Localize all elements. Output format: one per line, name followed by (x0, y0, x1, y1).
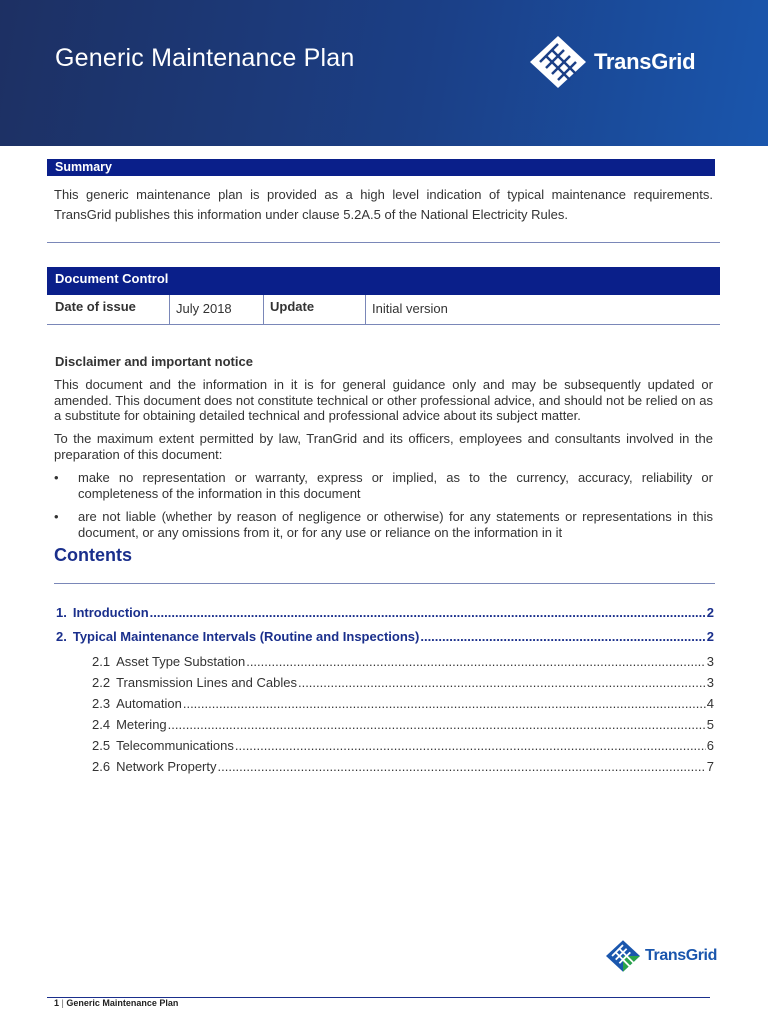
summary-text: This generic maintenance plan is provided as a high level indication of typical maintenance requirements. TransGrid publishes this information under clause 5.2A.5 of the National Electricity Rules. (54, 187, 713, 222)
page-footer (54, 998, 178, 1008)
toc-leader-dots (183, 696, 706, 711)
toc-entry-metering[interactable] (92, 717, 714, 732)
toc-leader-dots (420, 629, 705, 644)
toc-leader-dots (150, 605, 706, 620)
toc-entry-telecommunications[interactable] (92, 738, 714, 753)
cell-separator (263, 295, 264, 324)
footer-brand-name: TransGrid (645, 947, 717, 964)
toc-entry-title: Typical Maintenance Intervals (Routine and Inspections) (72, 629, 420, 644)
page-number: 1 (54, 998, 60, 1008)
update-label: Update (270, 299, 315, 314)
toc-entry-maintenance-intervals[interactable] (56, 629, 714, 644)
toc-entry-asset-type-substation[interactable] (92, 654, 714, 669)
disclaimer-heading: Disclaimer and important notice (55, 354, 253, 369)
transgrid-logo-icon (606, 940, 640, 972)
date-of-issue-value: July 2018 (176, 301, 232, 316)
header-banner (0, 0, 768, 146)
toc-entry-number: 2.4 (92, 717, 111, 732)
cell-separator (365, 295, 366, 324)
toc-entry-number: 2.6 (92, 759, 111, 774)
disclaimer-bullet-2: are not liable (whether by reason of negligence or otherwise) for any statements or representations in this document, or any omissions from it, or for any use or reliance on the information in it (78, 509, 713, 540)
disclaimer-paragraph-1: This document and the information in it is for general guidance only and may be subsequently updated or amended. This document does not constitute technical or other professional advice, and should not be relied on as a substitute for obtaining detailed technical and professional advice about its subject matter. (54, 377, 713, 423)
update-value: Initial version (372, 301, 448, 316)
toc-entry-title: Transmission Lines and Cables (116, 675, 297, 690)
toc-entry-title: Network Property (116, 759, 217, 774)
summary-heading: Summary (47, 159, 715, 176)
toc-entry-transmission-lines[interactable] (92, 675, 714, 690)
toc-entry-number: 2.2 (92, 675, 111, 690)
toc-entry-introduction[interactable] (56, 605, 714, 620)
toc-entry-page: 7 (706, 759, 714, 774)
toc-leader-dots (168, 717, 706, 732)
brand-logo (530, 36, 695, 88)
cell-separator (169, 295, 170, 324)
transgrid-logo-icon (530, 36, 586, 88)
toc-entry-number: 2. (56, 629, 67, 644)
toc-entry-page: 3 (706, 654, 714, 669)
toc-entry-title: Asset Type Substation (116, 654, 246, 669)
toc-leader-dots (246, 654, 706, 669)
document-control-row (47, 295, 720, 325)
bullet-marker: • (54, 509, 59, 524)
brand-name: TransGrid (594, 49, 696, 74)
footer-title: Generic Maintenance Plan (66, 998, 179, 1008)
date-of-issue-label: Date of issue (55, 299, 136, 314)
toc-entry-title: Introduction (72, 605, 149, 620)
toc-leader-dots (218, 759, 706, 774)
contents-heading: Contents (54, 545, 132, 565)
toc-entry-automation[interactable] (92, 696, 714, 711)
footer-brand-logo (606, 940, 717, 972)
toc-entry-page: 4 (706, 696, 714, 711)
bullet-marker: • (54, 470, 59, 485)
document-control-heading: Document Control (47, 267, 720, 295)
toc-entry-page: 3 (706, 675, 714, 690)
disclaimer-bullet-1: make no representation or warranty, express or implied, as to the currency, accuracy, reliability or completeness of the information in this document (78, 470, 713, 501)
toc-entry-page: 5 (706, 717, 714, 732)
toc-entry-number: 2.3 (92, 696, 111, 711)
toc-entry-page: 6 (706, 738, 714, 753)
toc-leader-dots (298, 675, 706, 690)
toc-leader-dots (235, 738, 706, 753)
toc-entry-page: 2 (706, 629, 714, 644)
toc-entry-network-property[interactable] (92, 759, 714, 774)
disclaimer-paragraph-2: To the maximum extent permitted by law, TranGrid and its officers, employees and consultants involved in the preparation of this document: (54, 431, 713, 462)
toc-entry-number: 1. (56, 605, 67, 620)
toc-entry-number: 2.5 (92, 738, 111, 753)
divider (54, 583, 715, 584)
footer-separator: | (61, 998, 64, 1008)
toc-entry-number: 2.1 (92, 654, 111, 669)
toc-entry-title: Telecommunications (116, 738, 234, 753)
toc-entry-title: Metering (116, 717, 167, 732)
toc-entry-title: Automation (116, 696, 182, 711)
document-title: Generic Maintenance Plan (55, 44, 355, 72)
divider (47, 242, 720, 243)
toc-entry-page: 2 (706, 605, 714, 620)
